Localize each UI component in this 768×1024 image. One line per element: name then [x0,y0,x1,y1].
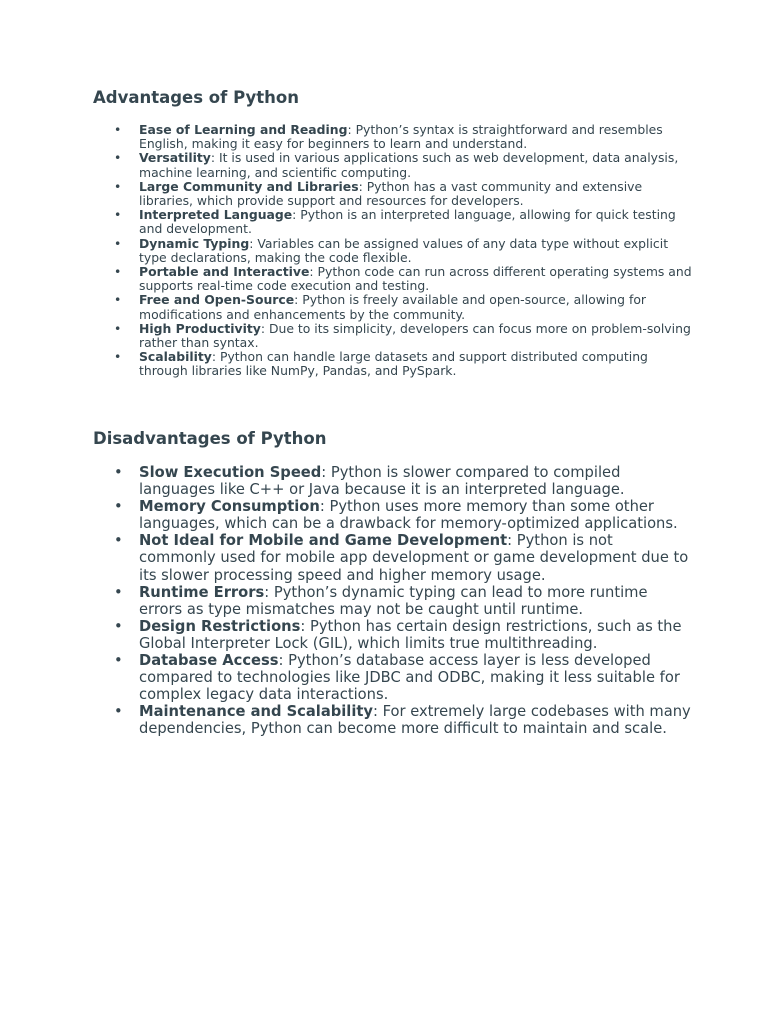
bullet-icon: • [114,498,123,516]
item-title: Portable and Interactive [139,264,310,280]
item-title: Dynamic Typing [139,235,250,251]
item-title: Versatility [139,150,211,166]
item-title: Ease of Learning and Reading [139,122,348,137]
advantages-list [93,123,693,379]
item-text: : Variables can be assigned values of any data type without explicit type declarations, making the code flexible. [139,235,669,265]
bullet-icon: • [114,349,122,365]
item-title: High Productivity [139,320,261,336]
item-text: : Python can handle large datasets and support distributed computing through libraries like NumPy, Pandas, and PySpark. [139,349,648,379]
bullet-icon: • [114,264,122,280]
list-item [93,123,693,151]
item-text: : Python is an interpreted language, allowing for quick testing and development. [139,207,676,237]
list-item [93,350,693,378]
list-item [93,464,693,498]
list-item [93,584,693,618]
bullet-icon: • [114,617,123,635]
bullet-icon: • [114,703,123,721]
bullet-icon: • [114,150,122,166]
list-item [93,293,693,321]
item-title: Database Access [139,652,279,670]
list-item [93,322,693,350]
bullet-icon: • [114,235,122,251]
bullet-icon: • [114,320,122,336]
bullet-icon: • [114,532,123,550]
item-text: : For extremely large codebases with many dependencies, Python can become more difficult to maintain and scale. [139,703,691,738]
item-text: : Python is not commonly used for mobile app development or game development due to its slower processing speed and higher memory usage. [139,532,689,584]
disadvantages-list [93,464,693,738]
disadvantages-section [93,429,693,738]
item-title: Interpreted Language [139,207,293,223]
list-item [93,618,693,652]
list-item [93,532,693,583]
item-title: Slow Execution Speed [139,464,322,481]
bullet-icon: • [114,583,123,601]
item-text: : Python’s dynamic typing can lead to more runtime errors as type mismatches may not be caught until runtime. [139,583,648,618]
item-text: : Python code can run across different operating systems and supports real-time code execution and testing. [139,264,692,294]
bullet-icon: • [114,652,123,670]
item-title: Free and Open-Source [139,292,295,308]
item-title: Design Restrictions [139,617,301,635]
list-item [93,151,693,179]
item-title: Not Ideal for Mobile and Game Development [139,532,508,550]
item-title: Memory Consumption [139,498,320,516]
disadvantages-heading: Disadvantages of Python [93,429,327,448]
item-text: : Python has a vast community and extensive libraries, which provide support and resources for developers. [139,178,643,209]
list-item [93,703,693,737]
item-title: Large Community and Libraries [139,178,359,194]
item-text: : Due to its simplicity, developers can focus more on problem-solving rather than syntax. [139,320,691,351]
item-title: Runtime Errors [139,583,265,601]
bullet-icon: • [114,122,122,137]
list-item [93,180,693,208]
list-item [93,208,693,236]
item-title: Maintenance and Scalability [139,703,373,721]
item-text: : Python is freely available and open-source, allowing for modifications and enhancements by the community. [139,292,647,322]
item-text: : Python is slower compared to compiled languages like C++ or Java because it is an interpreted language. [139,464,625,499]
item-text: : It is used in various applications such as web development, data analysis, machine learning, and scientific computing. [139,150,679,180]
advantages-section [93,88,693,379]
list-item [93,237,693,265]
item-text: : Python’s syntax is straightforward and resembles English, making it easy for beginners to learn and understand. [139,122,663,152]
bullet-icon: • [114,292,122,308]
item-text: : Python uses more memory than some other languages, which can be a drawback for memory-optimized applications. [139,498,678,533]
list-item [93,265,693,293]
bullet-icon: • [114,464,123,481]
list-item [93,498,693,532]
bullet-icon: • [114,207,122,223]
list-item [93,652,693,703]
item-title: Scalability [139,349,212,365]
item-text: : Python has certain design restrictions, such as the Global Interpreter Lock (GIL), which limits true multithreading. [139,617,682,652]
item-text: : Python’s database access layer is less developed compared to technologies like JDBC and ODBC, making it less suitable for complex legacy data interactions. [139,652,680,704]
bullet-icon: • [114,178,122,194]
advantages-heading: Advantages of Python [93,88,299,107]
